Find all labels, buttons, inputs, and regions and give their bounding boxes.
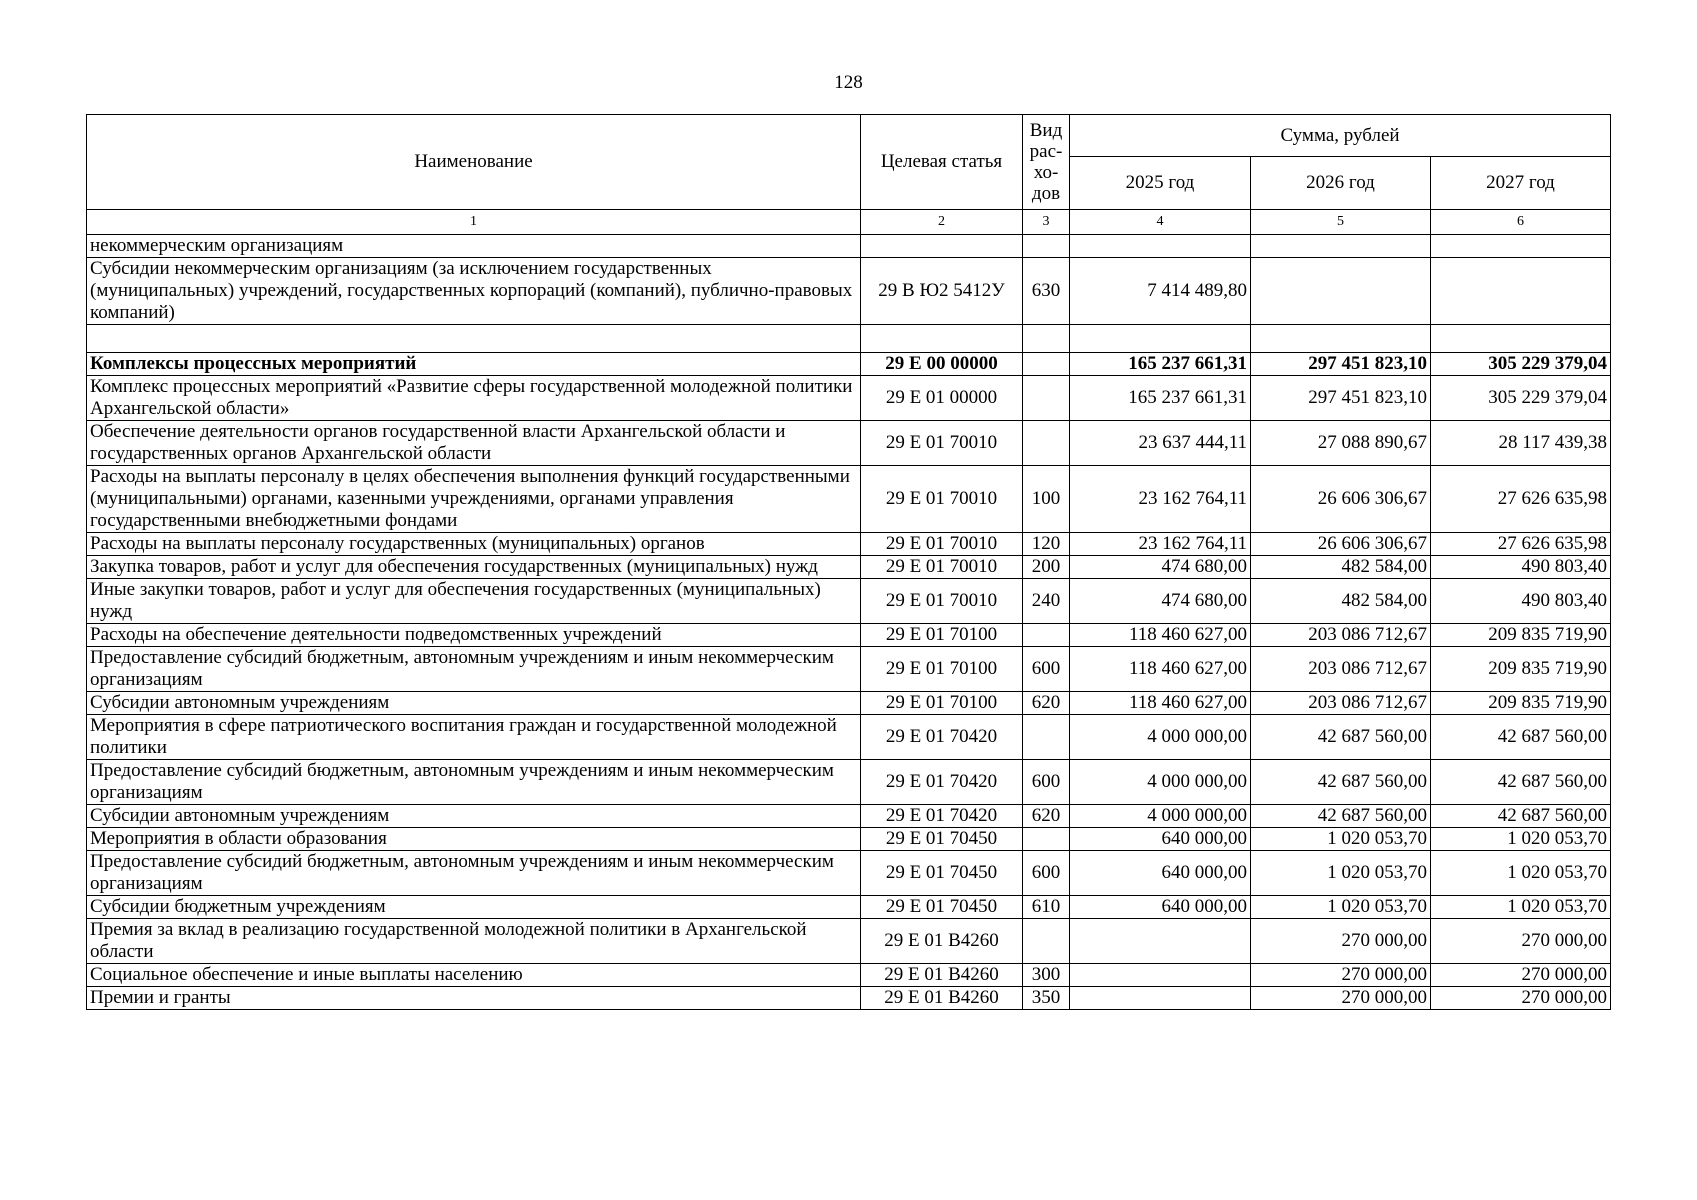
row-expense-type: 620 xyxy=(1023,805,1070,828)
row-name: Обеспечение деятельности органов государственной власти Архангельской области и государственных органов Архангельской области xyxy=(87,421,861,466)
table-row xyxy=(87,579,1611,624)
row-name: Расходы на обеспечение деятельности подведомственных учреждений xyxy=(87,624,861,647)
header-year-2027: 2027 год xyxy=(1431,157,1611,210)
row-target-article: 29 Е 01 70420 xyxy=(861,760,1023,805)
row-amount-2027: 490 803,40 xyxy=(1431,579,1611,624)
header-target-article: Целевая статья xyxy=(861,115,1023,210)
row-name: Расходы на выплаты персоналу в целях обеспечения выполнения функций государственными (муниципальными) органами, казенными учреждениями, органами управления государственными внебюджетными фондами xyxy=(87,466,861,533)
row-expense-type: 200 xyxy=(1023,556,1070,579)
column-index: 1 xyxy=(87,210,861,235)
row-expense-type: 240 xyxy=(1023,579,1070,624)
row-amount-2026: 297 451 823,10 xyxy=(1251,353,1431,376)
page-number: 128 xyxy=(834,72,863,93)
row-expense-type: 100 xyxy=(1023,466,1070,533)
row-expense-type xyxy=(1023,919,1070,964)
row-target-article: 29 Е 01 70450 xyxy=(861,896,1023,919)
row-expense-type xyxy=(1023,353,1070,376)
row-name: Предоставление субсидий бюджетным, автономным учреждениям и иным некоммерческим организациям xyxy=(87,647,861,692)
row-target-article: 29 Е 01 70100 xyxy=(861,624,1023,647)
row-name: Предоставление субсидий бюджетным, автономным учреждениям и иным некоммерческим организациям xyxy=(87,760,861,805)
row-amount-2025: 23 637 444,11 xyxy=(1070,421,1251,466)
row-target-article: 29 Е 01 70010 xyxy=(861,421,1023,466)
row-amount-2027: 490 803,40 xyxy=(1431,556,1611,579)
table-row xyxy=(87,805,1611,828)
row-amount-2027: 209 835 719,90 xyxy=(1431,647,1611,692)
row-target-article: 29 Е 01 70420 xyxy=(861,805,1023,828)
row-target-article: 29 Е 01 70450 xyxy=(861,828,1023,851)
row-expense-type xyxy=(1023,421,1070,466)
row-amount-2025 xyxy=(1070,235,1251,258)
row-amount-2026: 42 687 560,00 xyxy=(1251,760,1431,805)
row-amount-2026: 1 020 053,70 xyxy=(1251,851,1431,896)
table-header xyxy=(87,115,1611,235)
row-target-article: 29 Е 01 70010 xyxy=(861,556,1023,579)
table-row xyxy=(87,376,1611,421)
row-target-article: 29 Е 01 В4260 xyxy=(861,919,1023,964)
table-row xyxy=(87,258,1611,325)
row-amount-2025: 4 000 000,00 xyxy=(1070,760,1251,805)
header-expense-type-line: дов xyxy=(1031,183,1061,204)
row-amount-2027 xyxy=(1431,258,1611,325)
row-amount-2027: 305 229 379,04 xyxy=(1431,353,1611,376)
row-name xyxy=(87,325,861,353)
row-expense-type xyxy=(1023,715,1070,760)
row-amount-2025: 640 000,00 xyxy=(1070,896,1251,919)
row-name: Комплекс процессных мероприятий «Развитие сферы государственной молодежной политики Архангельской области» xyxy=(87,376,861,421)
header-name: Наименование xyxy=(87,115,861,210)
table-row xyxy=(87,964,1611,987)
row-name: Субсидии некоммерческим организациям (за исключением государственных (муниципальных) учреждений, государственных корпораций (компаний), публично-правовых компаний) xyxy=(87,258,861,325)
header-sum: Сумма, рублей xyxy=(1070,115,1611,157)
row-amount-2026: 1 020 053,70 xyxy=(1251,828,1431,851)
row-expense-type: 600 xyxy=(1023,760,1070,805)
table-row xyxy=(87,987,1611,1010)
table-row xyxy=(87,624,1611,647)
row-amount-2026: 203 086 712,67 xyxy=(1251,624,1431,647)
header-year-2025: 2025 год xyxy=(1070,157,1251,210)
row-amount-2027: 305 229 379,04 xyxy=(1431,376,1611,421)
row-amount-2025: 640 000,00 xyxy=(1070,828,1251,851)
row-expense-type: 610 xyxy=(1023,896,1070,919)
row-amount-2026: 270 000,00 xyxy=(1251,987,1431,1010)
row-amount-2025: 7 414 489,80 xyxy=(1070,258,1251,325)
table-row xyxy=(87,533,1611,556)
row-amount-2025: 165 237 661,31 xyxy=(1070,376,1251,421)
header-expense-type-line: хо- xyxy=(1033,162,1059,183)
row-amount-2025 xyxy=(1070,964,1251,987)
row-expense-type xyxy=(1023,325,1070,353)
row-expense-type: 630 xyxy=(1023,258,1070,325)
table-row xyxy=(87,466,1611,533)
row-name: Премия за вклад в реализацию государственной молодежной политики в Архангельской области xyxy=(87,919,861,964)
row-target-article: 29 Е 01 70010 xyxy=(861,533,1023,556)
row-amount-2025: 165 237 661,31 xyxy=(1070,353,1251,376)
row-amount-2025: 23 162 764,11 xyxy=(1070,533,1251,556)
table-row xyxy=(87,828,1611,851)
row-name: Комплексы процессных мероприятий xyxy=(87,353,861,376)
row-amount-2025: 4 000 000,00 xyxy=(1070,805,1251,828)
column-index: 3 xyxy=(1023,210,1070,235)
row-expense-type: 600 xyxy=(1023,647,1070,692)
row-amount-2027: 27 626 635,98 xyxy=(1431,466,1611,533)
row-amount-2027: 1 020 053,70 xyxy=(1431,896,1611,919)
row-amount-2026: 297 451 823,10 xyxy=(1251,376,1431,421)
table-row xyxy=(87,325,1611,353)
row-amount-2027: 42 687 560,00 xyxy=(1431,760,1611,805)
row-name: Закупка товаров, работ и услуг для обеспечения государственных (муниципальных) нужд xyxy=(87,556,861,579)
row-amount-2026: 26 606 306,67 xyxy=(1251,466,1431,533)
row-amount-2026 xyxy=(1251,258,1431,325)
row-target-article: 29 Е 01 70010 xyxy=(861,579,1023,624)
row-amount-2027: 28 117 439,38 xyxy=(1431,421,1611,466)
row-target-article: 29 Е 01 70450 xyxy=(861,851,1023,896)
row-amount-2025: 474 680,00 xyxy=(1070,579,1251,624)
row-amount-2026: 270 000,00 xyxy=(1251,964,1431,987)
row-target-article: 29 Е 01 В4260 xyxy=(861,964,1023,987)
table-row xyxy=(87,760,1611,805)
table-row xyxy=(87,235,1611,258)
row-name: Мероприятия в сфере патриотического воспитания граждан и государственной молодежной политики xyxy=(87,715,861,760)
row-amount-2027: 1 020 053,70 xyxy=(1431,851,1611,896)
row-amount-2026: 203 086 712,67 xyxy=(1251,647,1431,692)
row-name: Социальное обеспечение и иные выплаты населению xyxy=(87,964,861,987)
row-target-article: 29 Е 01 70420 xyxy=(861,715,1023,760)
row-target-article xyxy=(861,325,1023,353)
row-amount-2025: 640 000,00 xyxy=(1070,851,1251,896)
row-name: Иные закупки товаров, работ и услуг для обеспечения государственных (муниципальных) нужд xyxy=(87,579,861,624)
table-row xyxy=(87,896,1611,919)
row-amount-2027 xyxy=(1431,325,1611,353)
row-expense-type xyxy=(1023,376,1070,421)
row-name: Предоставление субсидий бюджетным, автономным учреждениям и иным некоммерческим организациям xyxy=(87,851,861,896)
column-index: 4 xyxy=(1070,210,1251,235)
row-expense-type: 120 xyxy=(1023,533,1070,556)
row-amount-2027: 209 835 719,90 xyxy=(1431,624,1611,647)
row-amount-2026: 42 687 560,00 xyxy=(1251,805,1431,828)
row-amount-2027: 270 000,00 xyxy=(1431,919,1611,964)
row-amount-2027: 42 687 560,00 xyxy=(1431,715,1611,760)
row-name: Субсидии автономным учреждениям xyxy=(87,692,861,715)
row-amount-2027 xyxy=(1431,235,1611,258)
row-name: Мероприятия в области образования xyxy=(87,828,861,851)
row-amount-2025: 118 460 627,00 xyxy=(1070,692,1251,715)
row-amount-2027: 209 835 719,90 xyxy=(1431,692,1611,715)
row-expense-type: 600 xyxy=(1023,851,1070,896)
row-name: Премии и гранты xyxy=(87,987,861,1010)
row-name: Субсидии бюджетным учреждениям xyxy=(87,896,861,919)
row-expense-type xyxy=(1023,828,1070,851)
row-amount-2025: 4 000 000,00 xyxy=(1070,715,1251,760)
row-target-article: 29 Е 00 00000 xyxy=(861,353,1023,376)
header-year-2026: 2026 год xyxy=(1251,157,1431,210)
row-target-article: 29 В Ю2 5412У xyxy=(861,258,1023,325)
row-amount-2025: 474 680,00 xyxy=(1070,556,1251,579)
row-amount-2026: 26 606 306,67 xyxy=(1251,533,1431,556)
row-amount-2026: 42 687 560,00 xyxy=(1251,715,1431,760)
column-index: 6 xyxy=(1431,210,1611,235)
row-amount-2026: 270 000,00 xyxy=(1251,919,1431,964)
row-amount-2026: 1 020 053,70 xyxy=(1251,896,1431,919)
column-index: 2 xyxy=(861,210,1023,235)
row-target-article: 29 Е 01 00000 xyxy=(861,376,1023,421)
table-row xyxy=(87,692,1611,715)
row-expense-type: 300 xyxy=(1023,964,1070,987)
row-expense-type xyxy=(1023,235,1070,258)
table-row xyxy=(87,851,1611,896)
row-amount-2027: 270 000,00 xyxy=(1431,987,1611,1010)
row-expense-type: 350 xyxy=(1023,987,1070,1010)
row-name: Расходы на выплаты персоналу государственных (муниципальных) органов xyxy=(87,533,861,556)
column-index-row xyxy=(87,210,1611,235)
row-amount-2026: 482 584,00 xyxy=(1251,579,1431,624)
table-row xyxy=(87,556,1611,579)
table-row xyxy=(87,919,1611,964)
row-amount-2025 xyxy=(1070,919,1251,964)
row-amount-2025 xyxy=(1070,987,1251,1010)
row-amount-2025 xyxy=(1070,325,1251,353)
row-name: Субсидии автономным учреждениям xyxy=(87,805,861,828)
row-target-article: 29 Е 01 70010 xyxy=(861,466,1023,533)
header-expense-type-line: Вид xyxy=(1029,120,1063,141)
row-amount-2026: 482 584,00 xyxy=(1251,556,1431,579)
row-amount-2027: 270 000,00 xyxy=(1431,964,1611,987)
row-amount-2025: 118 460 627,00 xyxy=(1070,647,1251,692)
budget-table xyxy=(86,114,1611,1010)
row-target-article xyxy=(861,235,1023,258)
row-expense-type: 620 xyxy=(1023,692,1070,715)
header-expense-type-line: рас- xyxy=(1029,141,1063,162)
column-index: 5 xyxy=(1251,210,1431,235)
row-amount-2026: 27 088 890,67 xyxy=(1251,421,1431,466)
row-target-article: 29 Е 01 В4260 xyxy=(861,987,1023,1010)
header-expense-type xyxy=(1023,115,1070,210)
row-amount-2026: 203 086 712,67 xyxy=(1251,692,1431,715)
row-name: некоммерческим организациям xyxy=(87,235,861,258)
row-amount-2027: 42 687 560,00 xyxy=(1431,805,1611,828)
row-amount-2026 xyxy=(1251,235,1431,258)
table-row xyxy=(87,715,1611,760)
row-target-article: 29 Е 01 70100 xyxy=(861,647,1023,692)
row-target-article: 29 Е 01 70100 xyxy=(861,692,1023,715)
row-expense-type xyxy=(1023,624,1070,647)
table-row xyxy=(87,421,1611,466)
row-amount-2027: 1 020 053,70 xyxy=(1431,828,1611,851)
row-amount-2025: 23 162 764,11 xyxy=(1070,466,1251,533)
row-amount-2027: 27 626 635,98 xyxy=(1431,533,1611,556)
table-row xyxy=(87,353,1611,376)
row-amount-2026 xyxy=(1251,325,1431,353)
row-amount-2025: 118 460 627,00 xyxy=(1070,624,1251,647)
table-body xyxy=(87,235,1611,1010)
table-row xyxy=(87,647,1611,692)
